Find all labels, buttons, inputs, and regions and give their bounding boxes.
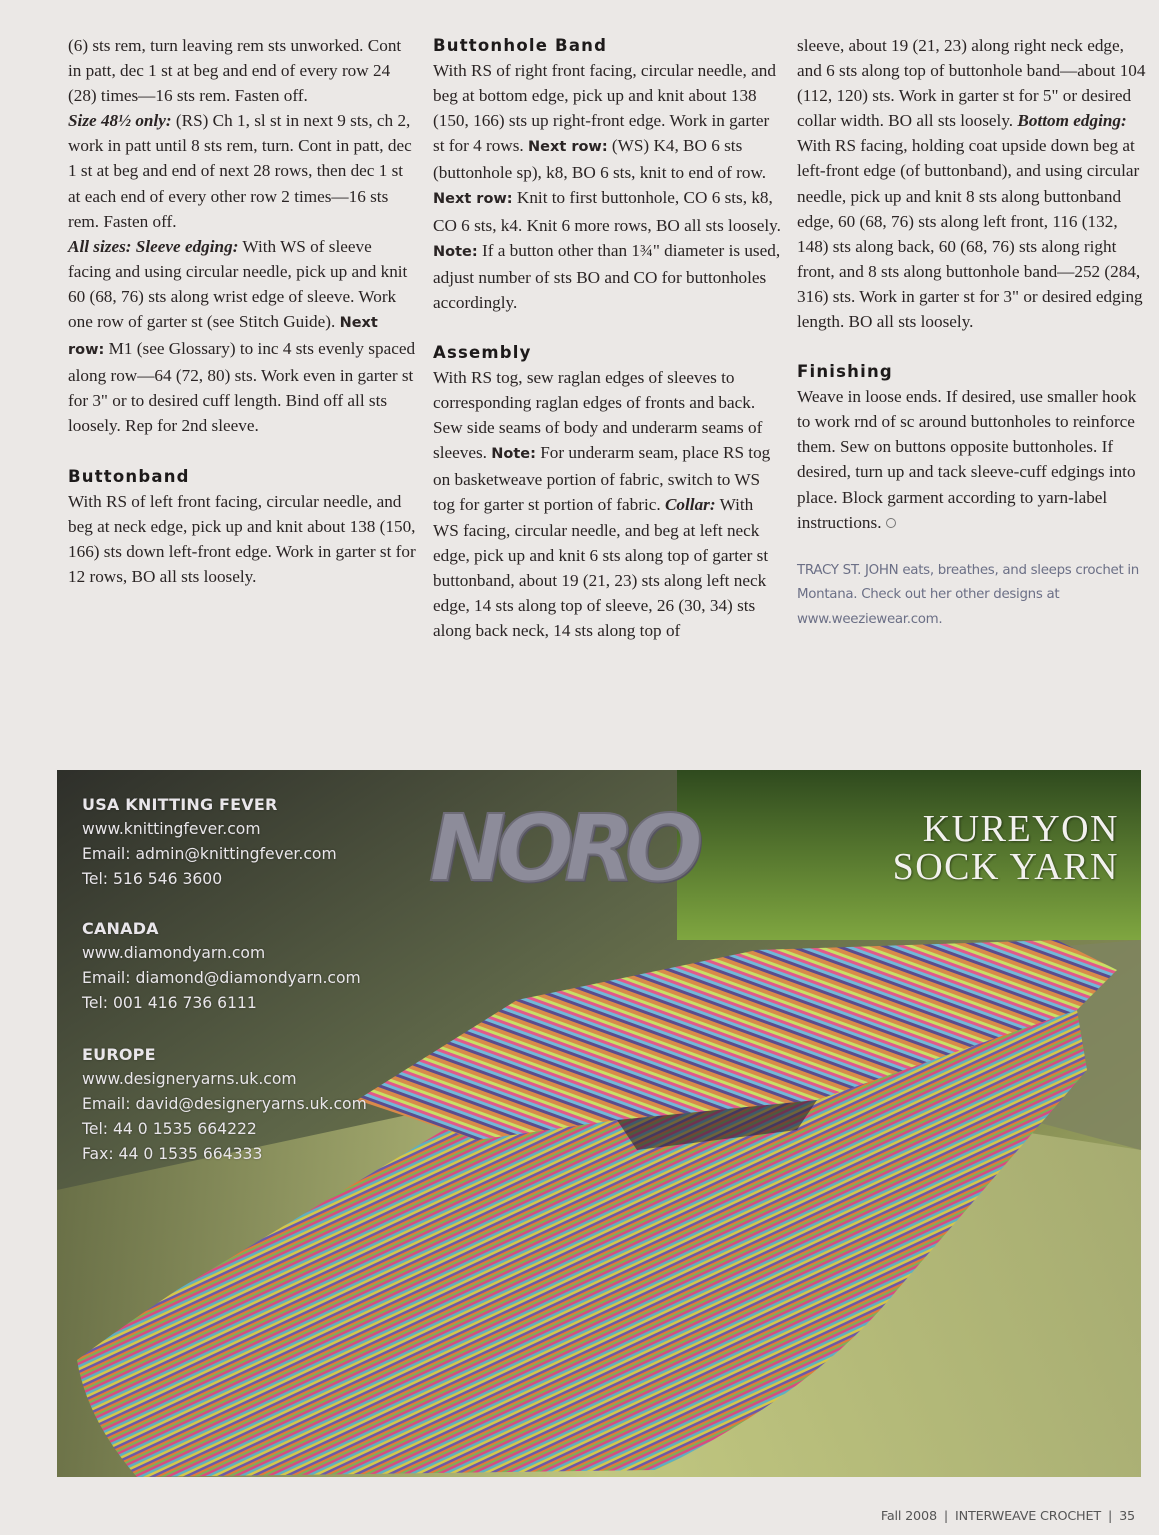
paragraph [68,33,418,108]
separator: | [943,1509,949,1524]
inline-heading: Size 48½ only: [68,111,172,131]
column-3 [797,33,1147,633]
section-heading-buttonband: Buttonband [68,466,190,486]
body-text: With RS of left front facing, circular needle, and beg at neck edge, pick up and knit about 138 (150, 166) sts down left-front edge. Work in garter st for 12 rows, BO all sts loosely. [68,491,416,586]
body-text: (WS) K4, BO 6 sts (buttonhole sp), k8, BO 6 sts, knit to end of row. [433,136,767,183]
advertisement [57,770,1141,1477]
inline-label: Next row: [528,139,608,156]
distributor-website[interactable]: www.knittingfever.com [82,820,261,838]
distributor-tel: Tel: 44 0 1535 664222 [82,1120,257,1138]
body-text: With RS facing, holding coat upside down beg at left-front edge (of buttonband), and using circular needle, pick up and knit 8 sts along buttonband edge, 60 (68, 76) sts along left front, 116 (132, 148) sts along back, 60 (68, 76) sts along right front, and 8 sts along buttonhole band—252 (284, 316) sts. Work in garter st for 3" or desired edging length. BO all sts loosely. [797,136,1143,332]
body-text: Weave in loose ends. If desired, use smaller hook to work rnd of sc around buttonholes to reinforce them. Sew on buttons opposite buttonholes. If desired, turn up and tack sleeve-cuff edgings into place. Block garment according to yarn-label instructions. [797,387,1137,532]
distributor-email[interactable]: Email: diamond@diamondyarn.com [82,969,361,987]
distributor-usa [82,792,337,892]
paragraph [68,489,418,589]
page-footer [881,1509,1135,1524]
inline-label: Note: [491,446,536,463]
inline-label: Note: [433,243,478,260]
separator: | [1107,1509,1113,1524]
body-text: M1 (see Glossary) to inc 4 sts evenly spaced along row—64 (72, 80) sts. Work even in garter st for 3" or to desired cuff length. Bind off all sts loosely. Rep for 2nd sleeve. [68,339,416,436]
distributor-europe [82,1042,367,1167]
paragraph [797,384,1147,535]
body-text: If a button other than 1¾" diameter is used, adjust number of sts BO and CO for buttonholes accordingly. [433,240,781,312]
page-number: 35 [1119,1509,1135,1524]
distributor-tel: Tel: 001 416 736 6111 [82,994,257,1012]
body-text: With RS of right front facing, circular needle, and beg at bottom edge, pick up and knit about 138 (150, 166) sts up right-front edge. Work in garter st for 4 rows. [433,61,776,156]
inline-label: Next row: [433,191,513,208]
magazine-title: INTERWEAVE CROCHET [955,1509,1101,1524]
body-text: With WS of sleeve facing and using circular needle, pick up and knit 60 (68, 76) sts along wrist edge of sleeve. Work one row of garter st (see Stitch Guide). [68,236,408,332]
inline-heading: All sizes: Sleeve edging: [68,236,239,256]
body-text: (RS) Ch 1, sl st in next 9 sts, ch 2, work in patt until 8 sts rem, turn. Cont in patt, dec 1 st at beg and end of next 28 rows, then dec 1 st at each end of every other row 2 times—16 sts rem. Fasten off. [68,111,412,231]
product-name [893,810,1119,886]
section-heading-assembly: Assembly [433,342,532,362]
distributor-email[interactable]: Email: admin@knittingfever.com [82,845,337,863]
paragraph [433,58,783,315]
column-1 [68,33,418,589]
distributor-fax: Fax: 44 0 1535 664333 [82,1145,263,1163]
body-text: For underarm seam, place RS tog on basketweave portion of fabric, switch to WS tog for garter st portion of fabric. [433,443,771,515]
distributor-email[interactable]: Email: david@designeryarns.uk.com [82,1095,367,1113]
noro-logo: NORO [429,795,694,902]
paragraph [433,365,783,643]
distributor-region: EUROPE [82,1045,156,1064]
paragraph [68,234,418,439]
author-bio: TRACY ST. JOHN eats, breathes, and sleeps crochet in Montana. Check out her other designs at www.weeziewear.com. [797,562,1139,628]
body-text: With RS tog, sew raglan edges of sleeves to corresponding raglan edges of fronts and back. Sew side seams of body and underarm seams of sleeves. [433,367,763,463]
inline-heading: Collar: [664,495,716,515]
paragraph [797,33,1147,334]
column-2 [433,33,783,643]
distributor-region: USA KNITTING FEVER [82,795,278,814]
body-text: sleeve, about 19 (21, 23) along right neck edge, and 6 sts along top of buttonhole band—about 104 (112, 120) sts. Work in garter st for 5" or desired collar width. BO all sts loosely. [797,36,1146,131]
inline-label: Next row: [68,315,378,359]
distributor-website[interactable]: www.diamondyarn.com [82,944,266,962]
product-line-2: SOCK YARN [892,846,1119,888]
body-text: With WS facing, circular needle, and beg at left neck edge, pick up and knit 6 sts along top of garter st buttonband, about 19 (21, 23) sts along left neck edge, 14 sts along top of sleeve, 26 (30, 34) sts along back neck, 14 sts along top of [433,495,769,640]
distributor-canada [82,916,361,1016]
inline-heading: Bottom edging: [1017,111,1127,131]
paragraph [68,108,418,233]
distributor-website[interactable]: www.designeryarns.uk.com [82,1070,297,1088]
distributor-region: CANADA [82,919,159,938]
end-of-article-icon [886,518,896,528]
body-text: Knit to first buttonhole, CO 6 sts, k8, CO 6 sts, k4. Knit 6 more rows, BO all sts loosely. [433,188,781,235]
product-line-1: KUREYON [922,808,1119,850]
body-text: (6) sts rem, turn leaving rem sts unworked. Cont in patt, dec 1 st at beg and end of every row 24 (28) times—16 sts rem. Fasten off. [68,36,402,106]
issue-date: Fall 2008 [880,1509,937,1524]
section-heading-finishing: Finishing [797,362,893,382]
distributor-tel: Tel: 516 546 3600 [82,870,223,888]
section-heading-buttonhole-band: Buttonhole Band [433,36,608,55]
